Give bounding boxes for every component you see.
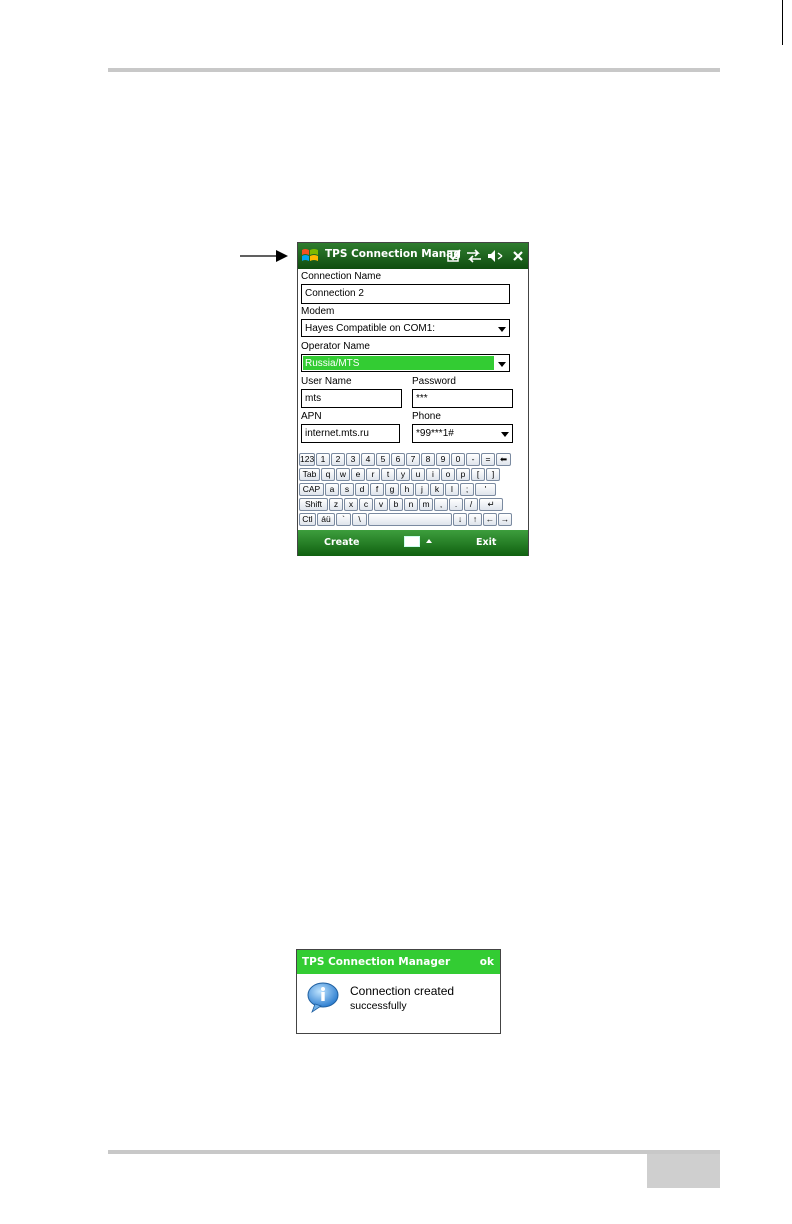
keyboard-key[interactable]: ↓: [453, 513, 467, 526]
chevron-down-icon: [498, 362, 506, 367]
keyboard-key[interactable]: ': [475, 483, 496, 496]
keyboard-key[interactable]: CAP: [299, 483, 324, 496]
keyboard-key[interactable]: t: [381, 468, 395, 481]
operator-select[interactable]: [301, 354, 510, 372]
keyboard-key[interactable]: v: [374, 498, 388, 511]
keyboard-key[interactable]: s: [340, 483, 354, 496]
keyboard-key[interactable]: [: [471, 468, 485, 481]
softkey-bar: [298, 530, 528, 556]
header-rule: [108, 68, 720, 72]
dialog-title: TPS Connection Manager: [302, 956, 451, 968]
footer-rule: [108, 1150, 720, 1154]
keyboard-key[interactable]: w: [336, 468, 350, 481]
chevron-up-icon[interactable]: [426, 539, 432, 543]
window-title: TPS Connection Manag: [325, 248, 461, 260]
keyboard-key[interactable]: \: [352, 513, 367, 526]
keyboard-key[interactable]: 3: [346, 453, 360, 466]
keyboard-key[interactable]: 8: [421, 453, 435, 466]
modem-select[interactable]: [301, 319, 510, 337]
keyboard-key[interactable]: k: [430, 483, 444, 496]
connectivity-icon[interactable]: [465, 246, 483, 266]
keyboard-key[interactable]: n: [404, 498, 418, 511]
keyboard-key[interactable]: 123: [300, 454, 315, 464]
keyboard-key[interactable]: 5: [376, 453, 390, 466]
keyboard-key[interactable]: d: [355, 483, 369, 496]
keyboard-key[interactable]: ↵: [479, 498, 503, 511]
modem-label: Modem: [301, 306, 335, 317]
connection-name-input[interactable]: Connection 2: [301, 284, 510, 304]
keyboard-key[interactable]: b: [389, 498, 403, 511]
keyboard-key[interactable]: Shift: [299, 498, 328, 511]
keyboard-key[interactable]: o: [441, 468, 455, 481]
apn-input[interactable]: internet.mts.ru: [301, 424, 400, 443]
confirmation-dialog: [296, 949, 501, 1034]
phone-select-value: *99***1#: [416, 428, 454, 439]
phone-label: Phone: [412, 411, 441, 422]
close-icon[interactable]: [511, 246, 525, 266]
keyboard-key[interactable]: ↑: [468, 513, 482, 526]
keyboard-key[interactable]: →: [498, 513, 512, 526]
keyboard-key[interactable]: =: [481, 453, 495, 466]
keyboard-key[interactable]: ;: [460, 483, 474, 496]
keyboard-key[interactable]: m: [419, 498, 433, 511]
title-bar: [298, 243, 528, 269]
chevron-down-icon: [501, 432, 509, 437]
keyboard-key[interactable]: i: [426, 468, 440, 481]
keyboard-key[interactable]: q: [321, 468, 335, 481]
soft-keyboard: [298, 451, 528, 530]
dialog-message-line1: Connection created: [350, 984, 455, 998]
keyboard-key[interactable]: u: [411, 468, 425, 481]
device-screenshot: [297, 242, 529, 556]
create-button[interactable]: Create: [324, 537, 360, 548]
modem-select-value: Hayes Compatible on COM1:: [305, 323, 436, 334]
phone-select[interactable]: [412, 424, 513, 443]
keyboard-key[interactable]: x: [344, 498, 358, 511]
speaker-muted-icon[interactable]: [486, 246, 504, 266]
keyboard-key[interactable]: -: [466, 453, 480, 466]
keyboard-key[interactable]: ←: [483, 513, 497, 526]
keyboard-key[interactable]: /: [464, 498, 478, 511]
dialog-message-line2: successfully: [350, 1000, 407, 1012]
keyboard-key[interactable]: .: [449, 498, 463, 511]
keyboard-key[interactable]: 0: [451, 453, 465, 466]
password-input[interactable]: ***: [412, 389, 513, 408]
keyboard-key[interactable]: Tab: [299, 468, 320, 481]
callout-arrow-icon: [240, 248, 290, 264]
connection-form: [298, 269, 528, 451]
operator-select-value: Russia/MTS: [303, 356, 494, 370]
keyboard-key[interactable]: e: [351, 468, 365, 481]
user-name-input[interactable]: mts: [301, 389, 402, 408]
keyboard-key[interactable]: l: [445, 483, 459, 496]
keyboard-key[interactable]: 7: [406, 453, 420, 466]
password-label: Password: [412, 376, 456, 387]
keyboard-icon[interactable]: [404, 536, 420, 547]
keyboard-key[interactable]: ,: [434, 498, 448, 511]
keyboard-key[interactable]: a: [325, 483, 339, 496]
keyboard-key[interactable]: c: [359, 498, 373, 511]
keyboard-key[interactable]: Ctl: [299, 513, 316, 526]
apn-label: APN: [301, 411, 322, 422]
keyboard-key[interactable]: áü: [317, 513, 335, 526]
crop-mark: [782, 0, 783, 45]
keyboard-key[interactable]: z: [329, 498, 343, 511]
keyboard-key[interactable]: `: [336, 513, 351, 526]
keyboard-key[interactable]: y: [396, 468, 410, 481]
user-name-label: User Name: [301, 376, 352, 387]
keyboard-key[interactable]: j: [415, 483, 429, 496]
chevron-down-icon: [498, 327, 506, 332]
keyboard-key[interactable]: 2: [331, 453, 345, 466]
checkbox-icon[interactable]: [446, 246, 462, 266]
keyboard-key[interactable]: 1: [316, 453, 330, 466]
exit-button[interactable]: Exit: [476, 537, 497, 548]
keyboard-key[interactable]: ]: [486, 468, 500, 481]
operator-label: Operator Name: [301, 341, 370, 352]
keyboard-key[interactable]: ⬅: [496, 453, 511, 466]
keyboard-key[interactable]: 6: [391, 453, 405, 466]
keyboard-key[interactable]: f: [370, 483, 384, 496]
keyboard-key[interactable]: 4: [361, 453, 375, 466]
keyboard-key[interactable]: g: [385, 483, 399, 496]
keyboard-key[interactable]: 9: [436, 453, 450, 466]
keyboard-key[interactable]: r: [366, 468, 380, 481]
keyboard-key[interactable]: h: [400, 483, 414, 496]
windows-start-icon[interactable]: [301, 247, 319, 265]
space-key[interactable]: [368, 513, 452, 526]
dialog-title-bar: [297, 950, 500, 974]
keyboard-key[interactable]: p: [456, 468, 470, 481]
info-icon: [307, 981, 341, 1013]
page-number-block: [647, 1154, 720, 1188]
connection-name-label: Connection Name: [301, 271, 382, 282]
ok-button[interactable]: ok: [479, 956, 494, 968]
